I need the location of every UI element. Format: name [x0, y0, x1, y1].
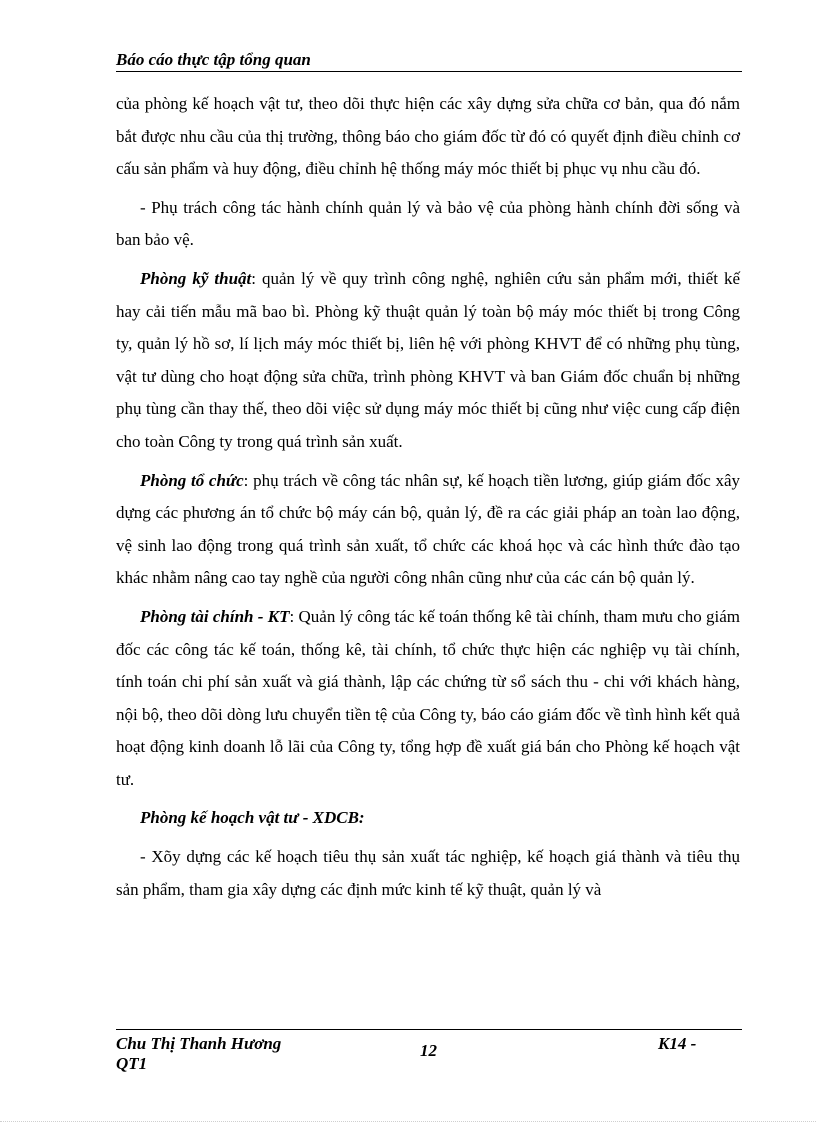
- paragraph-text: - Phụ trách công tác hành chính quản lý và bảo vệ của phòng hành chính đời sống và ban bảo vệ.: [116, 197, 740, 250]
- document-body: [116, 88, 740, 912]
- paragraph-text: : Quản lý công tác kế toán thống kê tài chính, tham mưu cho giám đốc các công tác kế toán, thống kê, tài chính, tổ chức thực hiện các nghiệp vụ tài chính, tính toán chi phí sản xuất và giá thành, lập các chứng từ sổ sách thu - chi với khách hàng, nội bộ, theo dõi dòng lưu chuyển tiền tệ của Công ty, báo cáo giám đốc về tình hình kết quả hoạt động kinh doanh lỗ lãi của Công ty, tổng hợp đề xuất giá bán cho Phòng kế hoạch vật tư.: [116, 606, 741, 789]
- page-number: 12: [420, 1041, 437, 1060]
- paragraph-text: của phòng kế hoạch vật tư, theo dõi thực hiện các xây dựng sửa chữa cơ bản, qua đó nắm bắt được nhu cầu của thị trường, thông báo cho giám đốc từ đó có quyết định điều chỉnh cơ cấu sản phẩm và huy động, điều chỉnh hệ thống máy móc thiết bị phục vụ nhu cầu đó.: [116, 94, 740, 179]
- paragraph: [116, 601, 740, 797]
- footer-author-block: [116, 1034, 316, 1074]
- paragraph: [116, 841, 740, 906]
- page-header-title: Báo cáo thực tập tổng quan: [116, 50, 311, 69]
- paragraph-heading: Phòng tài chính - KT: [140, 606, 290, 626]
- paragraph: [116, 192, 740, 257]
- page-bottom-border: [0, 1121, 816, 1122]
- paragraph-heading: Phòng kế hoạch vật tư - XDCB:: [140, 808, 365, 828]
- footer-class-suffix: QT1: [116, 1054, 148, 1073]
- footer-author: Chu Thị Thanh Hương: [116, 1034, 282, 1053]
- footer-class-prefix: K14 -: [658, 1034, 697, 1053]
- paragraph-heading: Phòng kỹ thuật: [140, 268, 252, 288]
- paragraph-text: : quản lý về quy trình công nghệ, nghiên cứu sản phẩm mới, thiết kế hay cải tiến mẫu mã bao bì. Phòng kỹ thuật quản lý toàn bộ máy móc thiết bị trong Công ty, quản lý hồ sơ, lí lịch máy móc thiết bị, liên hệ với phòng KHVT để có những phụ tùng, vật tư dùng cho hoạt động sửa chữa, trình phòng KHVT và ban Giám đốc chuẩn bị những phụ tùng cần thay thế, theo dõi việc sử dụng máy móc thiết bị cũng như việc cung cấp điện cho toàn Công ty trong quá trình sản xuất.: [116, 268, 740, 451]
- paragraph: [116, 263, 740, 459]
- paragraph: [116, 802, 740, 835]
- header-divider: [116, 71, 742, 72]
- paragraph-text: - Xõy dựng các kế hoạch tiêu thụ sản xuất tác nghiệp, kế hoạch giá thành và tiêu thụ sản phẩm, tham gia xây dựng các định mức kinh tế kỹ thuật, quản lý và: [116, 847, 740, 899]
- footer-divider: [116, 1029, 742, 1030]
- paragraph-heading: Phòng tổ chức: [140, 470, 244, 490]
- paragraph: [116, 88, 740, 186]
- paragraph: [116, 465, 740, 595]
- paragraph-text: : phụ trách về công tác nhân sự, kế hoạch tiền lương, giúp giám đốc xây dựng các phương án tổ chức bộ máy cán bộ, quản lý, đề ra các giải pháp an toàn lao động, vệ sinh lao động trong quá trình sản xuất, tổ chức các khoá học và các hình thức đào tạo khác nhằm nâng cao tay nghề của người công nhân cũng như của các cán bộ quản lý.: [116, 470, 741, 588]
